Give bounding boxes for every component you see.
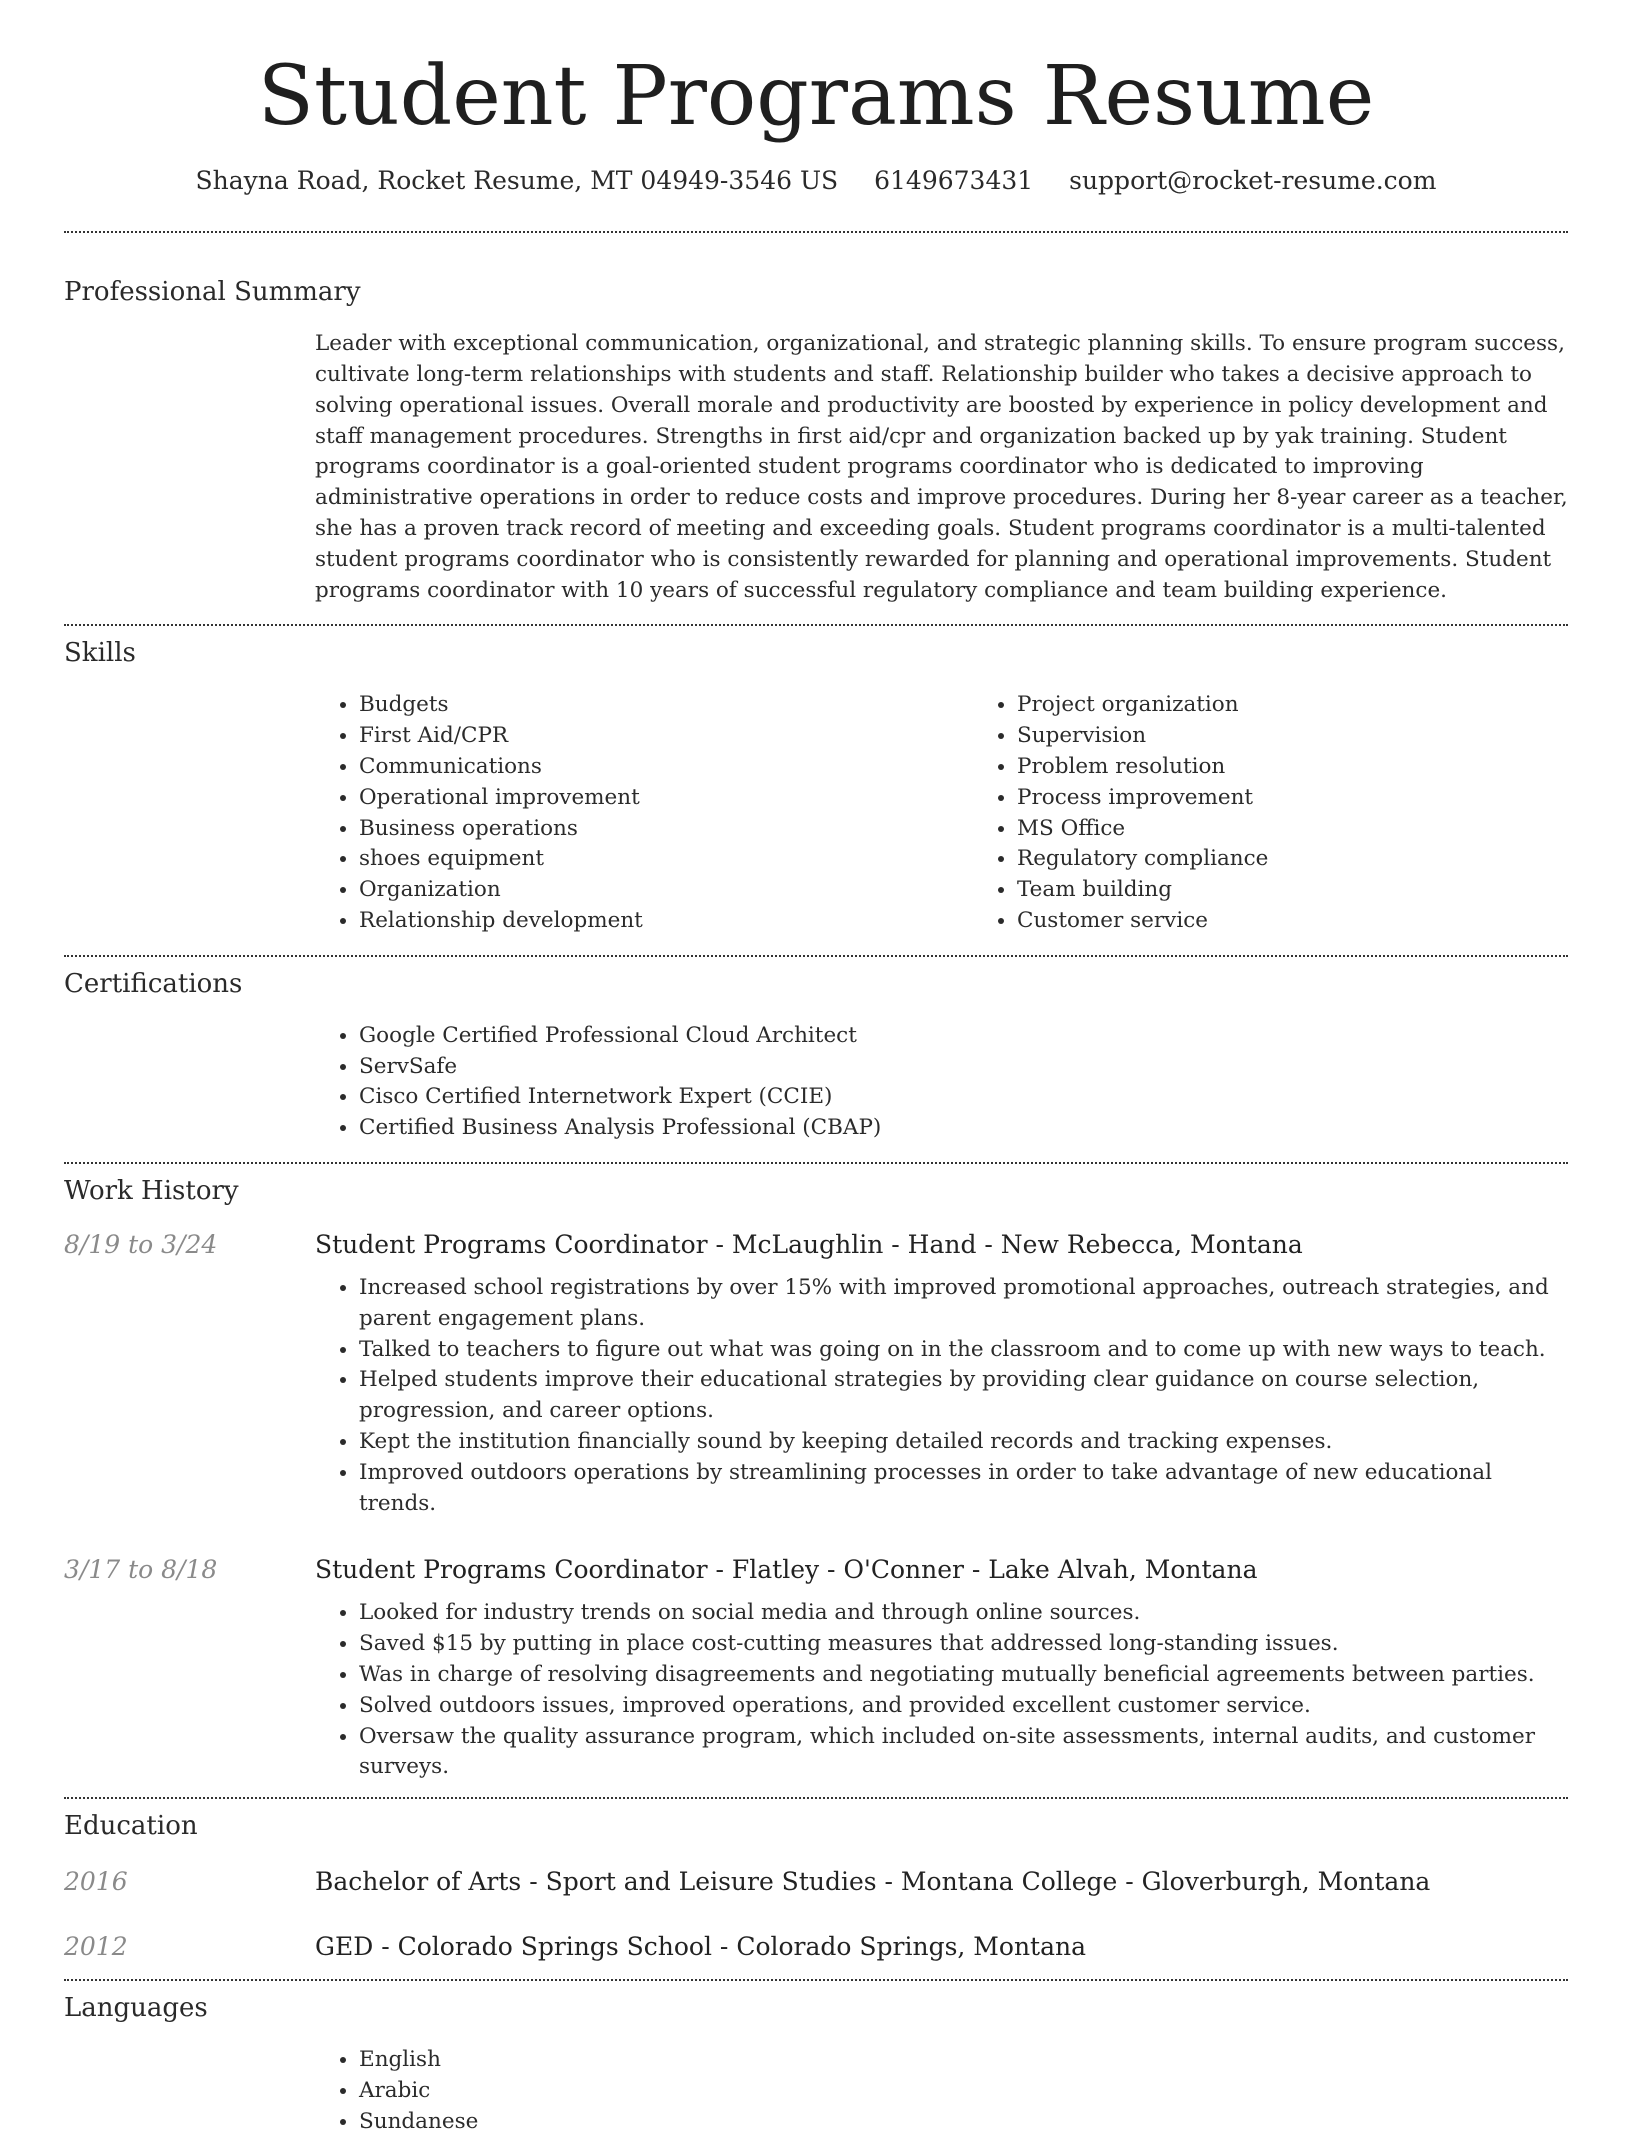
education-entry xyxy=(64,1932,1568,1961)
address: Shayna Road, Rocket Resume, MT 04949-3546 US xyxy=(195,166,839,196)
job-bullet: • Talked to teachers to figure out what was going on in the classroom and to come up with new ways to teach. xyxy=(359,1335,1568,1366)
education-entry xyxy=(64,1867,1568,1896)
job-bullets xyxy=(315,1273,1568,1519)
job-bullet: • Oversaw the quality assurance program, which included on-site assessments, internal audits, and customer surveys. xyxy=(359,1722,1568,1784)
skill-item: • Process improvement xyxy=(1017,783,1631,814)
job-bullet: • Was in charge of resolving disagreements and negotiating mutually beneficial agreements between parties. xyxy=(359,1660,1568,1691)
job-bullet: • Looked for industry trends on social media and through online sources. xyxy=(359,1598,1568,1629)
skills-title: Skills xyxy=(64,638,136,669)
skill-item: • Communications xyxy=(359,752,973,783)
languages-section xyxy=(64,1993,1568,2137)
certification-item: • ServSafe xyxy=(359,1052,1568,1083)
work-title: Work History xyxy=(64,1176,239,1207)
skill-item: • Regulatory compliance xyxy=(1017,844,1631,875)
skills-section xyxy=(64,638,1568,936)
job-heading: Student Programs Coordinator - McLaughlin - Hand - New Rebecca, Montana xyxy=(315,1230,1303,1260)
divider xyxy=(64,1797,1568,1799)
education-date: 2012 xyxy=(64,1932,128,1962)
skill-item: • First Aid/CPR xyxy=(359,721,973,752)
education-date: 2016 xyxy=(64,1867,128,1897)
skill-item: • Operational improvement xyxy=(359,783,973,814)
education-title: Education xyxy=(64,1811,198,1842)
job-entry xyxy=(64,1230,1568,1519)
skill-item: • Project organization xyxy=(1017,690,1631,721)
divider xyxy=(64,1162,1568,1164)
job-bullet: • Solved outdoors issues, improved operations, and provided excellent customer service. xyxy=(359,1691,1568,1722)
skills-left-list xyxy=(315,690,973,936)
work-section xyxy=(64,1176,1568,1783)
skill-item: • Budgets xyxy=(359,690,973,721)
page-title: Student Programs Resume xyxy=(257,49,1375,144)
job-bullet: • Kept the institution financially sound by keeping detailed records and tracking expenses. xyxy=(359,1427,1568,1458)
certification-item: • Cisco Certified Internetwork Expert (CCIE) xyxy=(359,1082,1568,1113)
divider xyxy=(64,1979,1568,1981)
education-section xyxy=(64,1811,1568,1961)
job-bullet: • Increased school registrations by over 15% with improved promotional approaches, outreach strategies, and parent engagement plans. xyxy=(359,1273,1568,1335)
language-item: • Sundanese xyxy=(359,2107,1568,2138)
language-item: • English xyxy=(359,2045,1568,2076)
language-item: • Arabic xyxy=(359,2076,1568,2107)
education-heading: Bachelor of Arts - Sport and Leisure Studies - Montana College - Gloverburgh, Montana xyxy=(315,1867,1431,1897)
skill-item: • Problem resolution xyxy=(1017,752,1631,783)
job-bullet: • Saved $15 by putting in place cost-cutting measures that addressed long-standing issues. xyxy=(359,1629,1568,1660)
skill-item: • Team building xyxy=(1017,875,1631,906)
skill-item: • Relationship development xyxy=(359,906,973,937)
skill-item: • Customer service xyxy=(1017,906,1631,937)
email: support@rocket-resume.com xyxy=(1069,166,1437,196)
certification-item: • Google Certified Professional Cloud Architect xyxy=(359,1021,1568,1052)
phone: 6149673431 xyxy=(874,166,1034,196)
education-heading: GED - Colorado Springs School - Colorado Springs, Montana xyxy=(315,1932,1087,1962)
skills-right-list xyxy=(973,690,1631,936)
summary-title: Professional Summary xyxy=(64,277,361,308)
certifications-list xyxy=(315,1021,1568,1144)
job-entry xyxy=(64,1555,1568,1783)
certifications-section xyxy=(64,969,1568,1144)
skill-item: • Organization xyxy=(359,875,973,906)
divider xyxy=(64,955,1568,957)
summary-text: Leader with exceptional communication, organizational, and strategic planning skills. To ensure program success, cultivate long-term relationships with students and staff. Relationship builder who takes a decisive approach to solving operational issues. Overall morale and productivity are boosted by experience in policy development and staff management procedures. Strengths in first aid/cpr and organization backed up by yak training. Student programs coordinator is a goal-oriented student programs coordinator who is dedicated to improving administrative operations in order to reduce costs and improve procedures. During her 8-year career as a teacher, she has a proven track record of meeting and exceeding goals. Student programs coordinator is a multi-talented student programs coordinator who is consistently rewarded for planning and operational improvements. Student programs coordinator with 10 years of successful regulatory compliance and team building experience. xyxy=(315,331,1568,603)
job-heading: Student Programs Coordinator - Flatley - O'Conner - Lake Alvah, Montana xyxy=(315,1555,1258,1585)
contact-line xyxy=(0,166,1632,195)
skill-item: • Business operations xyxy=(359,814,973,845)
job-date: 8/19 to 3/24 xyxy=(64,1230,218,1260)
skill-item: • MS Office xyxy=(1017,814,1631,845)
summary-section xyxy=(64,277,1568,606)
job-bullets xyxy=(315,1598,1568,1783)
certification-item: • Certified Business Analysis Professional (CBAP) xyxy=(359,1113,1568,1144)
divider xyxy=(64,624,1568,626)
job-date: 3/17 to 8/18 xyxy=(64,1555,218,1585)
languages-list xyxy=(315,2045,1568,2137)
skill-item: • shoes equipment xyxy=(359,844,973,875)
languages-title: Languages xyxy=(64,1993,208,2024)
skill-item: • Supervision xyxy=(1017,721,1631,752)
divider xyxy=(64,231,1568,233)
job-bullet: • Helped students improve their educational strategies by providing clear guidance on course selection, progression, and career options. xyxy=(359,1365,1568,1427)
job-bullet: • Improved outdoors operations by streamlining processes in order to take advantage of new educational trends. xyxy=(359,1458,1568,1520)
certifications-title: Certifications xyxy=(64,968,243,999)
